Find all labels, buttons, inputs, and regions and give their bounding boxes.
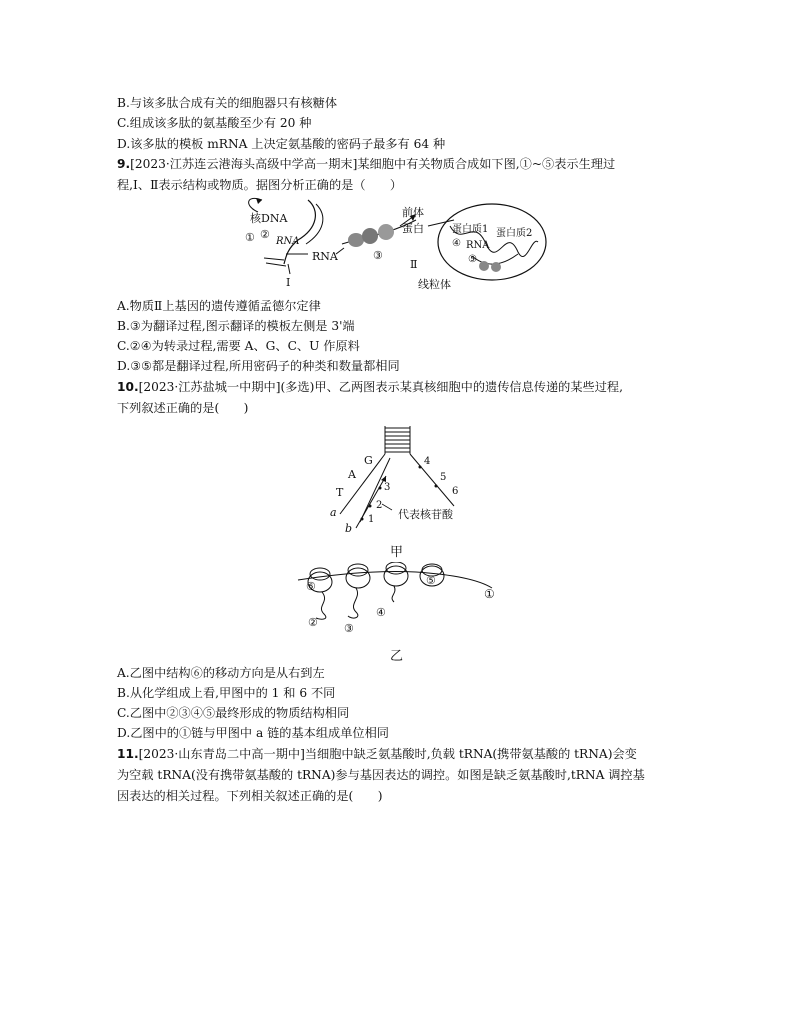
q10-nucleotide-note: 代表核苷酸 <box>398 508 453 521</box>
note-pointer <box>382 504 392 510</box>
q10-yi-circle-2: ② <box>308 616 318 629</box>
q10-number: 10. <box>117 380 139 394</box>
q8-option-d: D.该多肽的模板 mRNA 上决定氨基酸的密码子最多有 64 种 <box>117 137 446 151</box>
q10-yi-circle-4: ④ <box>376 606 386 619</box>
q9-precursor-2: 蛋白 <box>402 222 424 235</box>
q10-label-b: b <box>345 522 353 535</box>
q10-figure-jia <box>320 420 480 540</box>
q9-rna-mito: RNA <box>466 240 490 251</box>
q9-option-a: A.物质Ⅱ上基因的遗传遵循孟德尔定律 <box>117 299 321 313</box>
q9-circle-3: ③ <box>373 249 383 262</box>
strand-line2 <box>266 263 286 266</box>
ribosome-1 <box>348 233 364 247</box>
q9-label-I: Ⅰ <box>286 276 291 289</box>
q11-stem-text1: [2023·山东青岛二中高一期中]当细胞中缺乏氨基酸时,负载 tRNA(携带氨基酸的 tRNA)会变 <box>138 747 637 761</box>
q9-rna-small: RNA <box>276 236 300 247</box>
q9-rna-mid: RNA <box>312 250 338 263</box>
q10-option-d: D.乙图中的①链与甲图中 a 链的基本组成单位相同 <box>117 726 389 740</box>
nucleotide-1 <box>361 518 364 521</box>
q11-number: 11. <box>117 747 139 761</box>
q10-label-2: 2 <box>376 500 383 511</box>
q10-label-a: a <box>330 506 337 519</box>
q10-label-G: G <box>364 454 373 467</box>
nucleotide-5-dot <box>419 466 422 469</box>
q9-option-d: D.③⑤都是翻译过程,所用密码子的种类和数量都相同 <box>117 359 400 373</box>
q8-option-b: B.与该多肽合成有关的细胞器只有核糖体 <box>117 96 338 110</box>
q9-mitochondrion-label: 线粒体 <box>418 278 451 291</box>
helix-rungs <box>385 428 410 452</box>
q9-nuclear-dna: 核DNA <box>250 212 288 225</box>
q9-stem-text1: [2023·江苏连云港海头高级中学高一期末]某细胞中有关物质合成如下图,①~⑤表示生理过 <box>130 157 616 171</box>
peptide-4 <box>392 586 395 602</box>
q10-yi-circle-1: ① <box>484 587 495 601</box>
q10-stem-line1 <box>117 378 623 396</box>
q9-figure <box>240 196 550 296</box>
q10-figure-yi <box>296 562 506 642</box>
mito-ribosome-1 <box>479 261 489 271</box>
q10-label-A: A <box>348 468 356 481</box>
q9-stem-line1 <box>117 155 615 173</box>
nucleotide-6-dot <box>435 485 438 488</box>
q10-caption-jia: 甲 <box>390 545 404 560</box>
q9-circle-4: ④ <box>452 238 461 249</box>
q10-label-T: T <box>336 486 344 499</box>
q8-option-c: C.组成该多肽的氨基酸至少有 20 种 <box>117 116 312 130</box>
q10-option-a: A.乙图中结构⑥的移动方向是从右到左 <box>117 666 325 680</box>
ribosome-c <box>384 566 408 586</box>
q9-option-c: C.②④为转录过程,需要 A、G、C、U 作原料 <box>117 339 360 353</box>
q10-option-c: C.乙图中②③④⑤最终形成的物质结构相同 <box>117 706 350 720</box>
q10-label-3: 3 <box>384 482 391 493</box>
q10-stem-text1: [2023·江苏盐城一中期中](多选)甲、乙两图表示某真核细胞中的遗传信息传递的某些过程, <box>138 380 623 394</box>
q9-label-II: Ⅱ <box>410 258 418 271</box>
q9-precursor-1: 前体 <box>402 206 424 219</box>
strand-line1 <box>264 258 284 260</box>
q10-yi-circle-5: ⑤ <box>426 574 436 587</box>
q11-stem-line3: 因表达的相关过程。下列相关叙述正确的是( ) <box>117 789 383 803</box>
mito-ribosome-2 <box>491 262 501 272</box>
q10-yi-circle-6: ⑥ <box>306 580 316 593</box>
q10-stem-line2: 下列叙述正确的是( ) <box>117 401 249 415</box>
ribosome-2 <box>362 228 378 244</box>
q9-option-b: B.③为翻译过程,图示翻译的模板左侧是 3'端 <box>117 319 355 333</box>
q11-stem-line2: 为空载 tRNA(没有携带氨基酸的 tRNA)参与基因表达的调控。如图是缺乏氨基酸时,tRNA 调控基 <box>117 768 645 782</box>
q10-label-4: 4 <box>424 456 431 467</box>
nucleotide-3 <box>379 487 382 490</box>
strand-right <box>410 454 454 506</box>
ribosome-b <box>346 568 370 588</box>
q9-circle-1: ① <box>245 231 255 244</box>
q10-option-b: B.从化学组成上看,甲图中的 1 和 6 不同 <box>117 686 336 700</box>
q9-stem-line2: 程,Ⅰ、Ⅱ表示结构或物质。据图分析正确的是（ ） <box>117 178 403 192</box>
label-i-pointer <box>288 264 290 274</box>
q11-stem-line1 <box>117 745 637 763</box>
q9-circle-5: ⑤ <box>468 254 477 265</box>
precursor-to-mito-arrow <box>428 220 454 226</box>
q9-protein-1: 蛋白质1 <box>452 224 489 235</box>
ribosome-3 <box>378 224 394 240</box>
q9-protein-2: 蛋白质2 <box>496 228 533 239</box>
q10-yi-circle-3: ③ <box>344 622 354 635</box>
q9-circle-2: ② <box>260 228 270 241</box>
q10-label-5: 5 <box>440 472 447 483</box>
q10-label-6: 6 <box>452 486 459 497</box>
q10-caption-yi: 乙 <box>390 649 404 664</box>
q9-number: 9. <box>117 157 131 171</box>
nucleotide-2 <box>369 505 372 508</box>
peptide-3 <box>348 588 358 618</box>
q10-label-1: 1 <box>368 514 375 525</box>
